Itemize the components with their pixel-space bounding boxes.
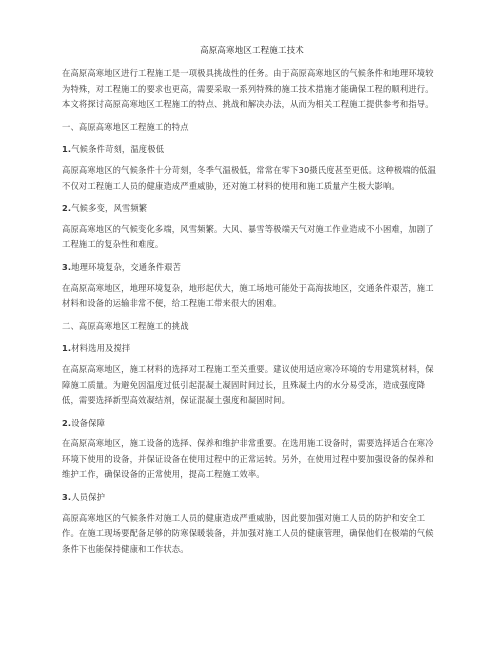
subsection-heading xyxy=(62,416,442,432)
document-title: 高原高寒地区工程施工技术 xyxy=(200,46,304,56)
body-paragraph: 高原高寒地区的气候变化多端，风雪频繁。大风、暴雪等极端天气对施工作业造成不小困难，加剧了工程施工的复杂性和难度。 xyxy=(62,223,434,250)
item-title: 人员保护 xyxy=(71,492,106,503)
section-heading-1: 一、高原高寒地区工程施工的特点 xyxy=(62,121,189,132)
item-title: 气候多变，风雪频繁 xyxy=(71,203,148,214)
item-title: 材料选用及搅拌 xyxy=(71,343,131,354)
subsection-heading xyxy=(62,341,442,357)
body-paragraph: 在高原高寒地区，地理环境复杂，地形起伏大，施工场地可能处于高海拔地区，交通条件艰苦，施工材料和设备的运输非常不便，给工程施工带来很大的困难。 xyxy=(62,282,434,309)
subsection-heading xyxy=(62,201,442,217)
item-title: 气候条件苛刻，温度极低 xyxy=(71,144,165,155)
subsection-heading xyxy=(62,142,442,158)
body-paragraph: 在高原高寒地区，施工设备的选择、保养和维护非常重要。在选用施工设备时，需要选择适合在寒冷环境下使用的设备，并保证设备在使用过程中的正常运转。另外，在使用过程中要加强设备的保养和维护工作，确保设备的正常使用，提高工程施工效率。 xyxy=(62,438,434,480)
item-title: 设备保障 xyxy=(71,417,106,428)
body-paragraph: 在高原高寒地区，施工材料的选择对工程施工至关重要。建议使用适应寒冷环境的专用建筑材料，保障施工质量。为避免因温度过低引起混凝土凝固时间过长，且殊凝土内的水分易受冻，造成强度降低，需要选择新型高效凝结剂，保证混凝土强度和凝固时间。 xyxy=(62,363,434,406)
item-number: 2. xyxy=(62,417,72,428)
subsection-heading xyxy=(62,490,442,506)
intro-paragraph: 在高原高寒地区进行工程施工是一项极具挑战性的任务。由于高原高寒地区的气候条件和地理环境较为特殊，对工程施工的要求也更高，需要采取一系列特殊的施工技术措施才能确保工程的顺利进行。本文将探讨高原高寒地区工程施工的特点、挑战和解决办法，从而为相关工程施工提供参考和指导。 xyxy=(62,68,434,110)
item-title: 地理环境复杂，交通条件艰苦 xyxy=(71,261,182,272)
subsection-heading xyxy=(62,260,442,276)
item-number: 3. xyxy=(62,261,72,272)
item-number: 2. xyxy=(62,203,72,214)
body-paragraph: 高原高寒地区的气候条件对施工人员的健康造成严重威胁，因此要加强对施工人员的防护和安全工作。在施工现场要配备足够的防寒保暖装备，并加强对施工人员的健康管理，确保他们在极端的气候条件下也能保持健康和工作状态。 xyxy=(62,512,434,554)
body-paragraph: 高原高寒地区的气候条件十分苛刻，冬季气温极低，常常在零下30摄氏度甚至更低。这种极端的低温不仅对工程施工人员的健康造成严重威胁，还对施工材料的使用和施工质量产生极大影响。 xyxy=(62,164,437,191)
section-heading-2: 二、高原高寒地区工程施工的挑战 xyxy=(62,320,189,331)
document-body xyxy=(62,45,442,564)
item-number: 3. xyxy=(62,492,72,503)
item-number: 1. xyxy=(62,343,72,354)
item-number: 1. xyxy=(62,144,72,155)
